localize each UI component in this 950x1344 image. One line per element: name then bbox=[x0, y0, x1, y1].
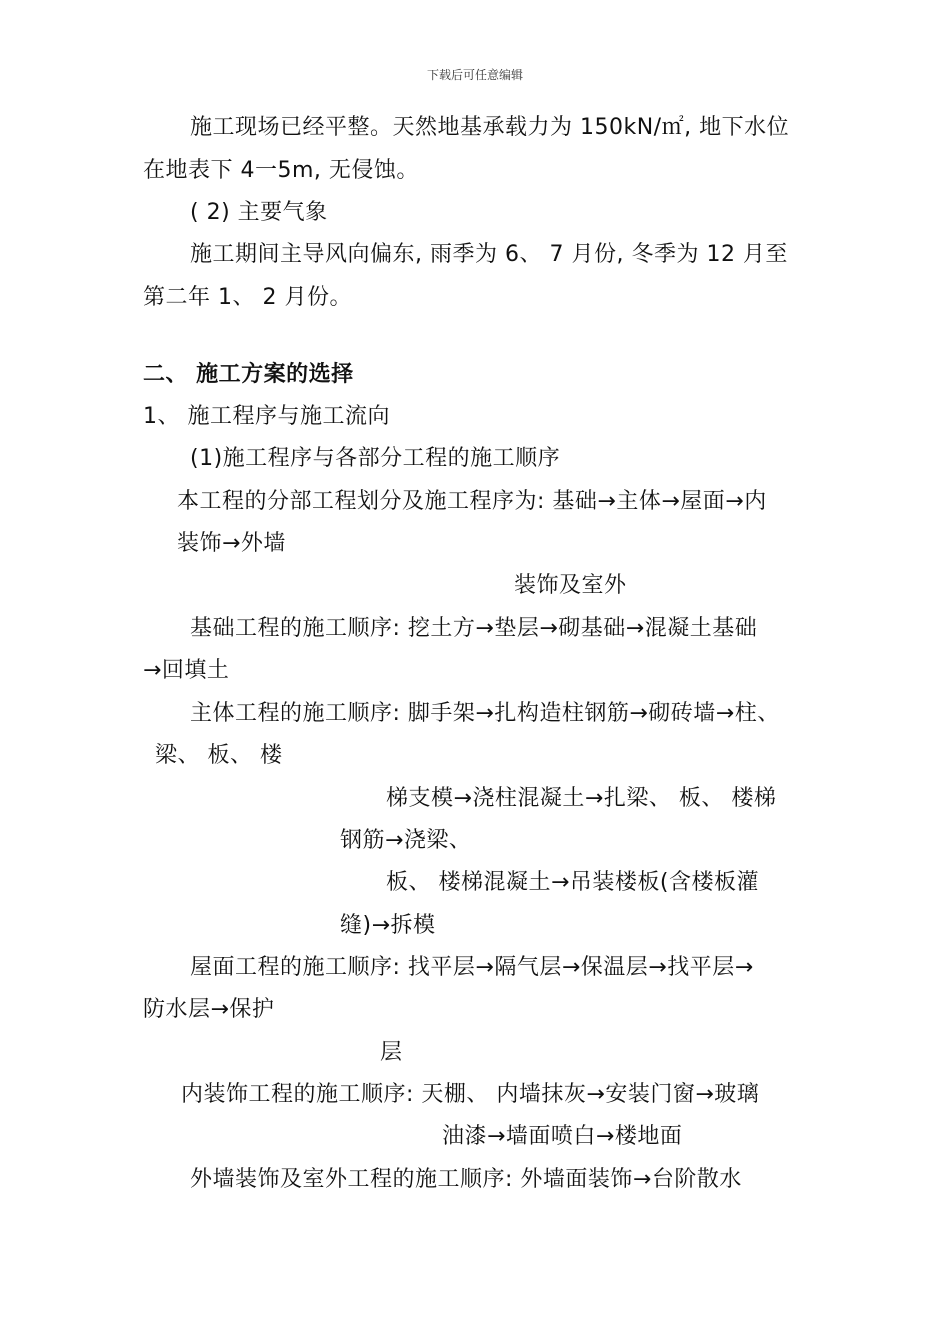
paragraph-line: ( 2) 主要气象 bbox=[190, 200, 328, 225]
paragraph-line: 装饰及室外 bbox=[514, 573, 627, 598]
paragraph-line: 基础工程的施工顺序: 挖土方→垫层→砌基础→混凝土基础 bbox=[190, 616, 758, 641]
paragraph-line: 梁、 板、 楼 bbox=[155, 743, 283, 768]
paragraph-line: 梯支模→浇柱混凝土→扎梁、 板、 楼梯 bbox=[386, 786, 777, 811]
paragraph-line: 施工现场已经平整。天然地基承载力为 150kN/㎡, 地下水位 bbox=[190, 115, 790, 140]
paragraph-line: (1)施工程序与各部分工程的施工顺序 bbox=[190, 446, 561, 471]
paragraph-line: 钢筋→浇梁、 bbox=[340, 828, 472, 853]
section-heading: 二、 施工方案的选择 bbox=[143, 362, 354, 387]
paragraph-line: 屋面工程的施工顺序: 找平层→隔气层→保温层→找平层→ bbox=[190, 955, 754, 980]
paragraph-line: →回填土 bbox=[143, 658, 230, 683]
subsection-heading: 1、 施工程序与施工流向 bbox=[143, 404, 390, 429]
paragraph-line: 主体工程的施工顺序: 脚手架→扎构造柱钢筋→砌砖墙→柱、 bbox=[190, 701, 780, 726]
paragraph-line: 第二年 1、 2 月份。 bbox=[143, 285, 352, 310]
paragraph-line: 缝)→拆模 bbox=[340, 913, 436, 938]
paragraph-line: 层 bbox=[380, 1040, 403, 1065]
paragraph-line: 板、 楼梯混凝土→吊装楼板(含楼板灌 bbox=[386, 870, 760, 895]
page-header-note: 下载后可任意编辑 bbox=[426, 68, 523, 82]
paragraph-line: 装饰→外墙 bbox=[177, 531, 286, 556]
paragraph-line: 油漆→墙面喷白→楼地面 bbox=[442, 1124, 683, 1149]
paragraph-line: 施工期间主导风向偏东, 雨季为 6、 7 月份, 冬季为 12 月至 bbox=[190, 242, 788, 267]
paragraph-line: 外墙装饰及室外工程的施工顺序: 外墙面装饰→台阶散水 bbox=[190, 1167, 742, 1192]
paragraph-line: 本工程的分部工程划分及施工程序为: 基础→主体→屋面→内 bbox=[177, 489, 767, 514]
paragraph-line: 在地表下 4一5m, 无侵蚀。 bbox=[143, 158, 419, 183]
paragraph-line: 防水层→保护 bbox=[143, 997, 275, 1022]
paragraph-line: 内装饰工程的施工顺序: 天棚、 内墙抹灰→安装门窗→玻璃 bbox=[181, 1082, 760, 1107]
